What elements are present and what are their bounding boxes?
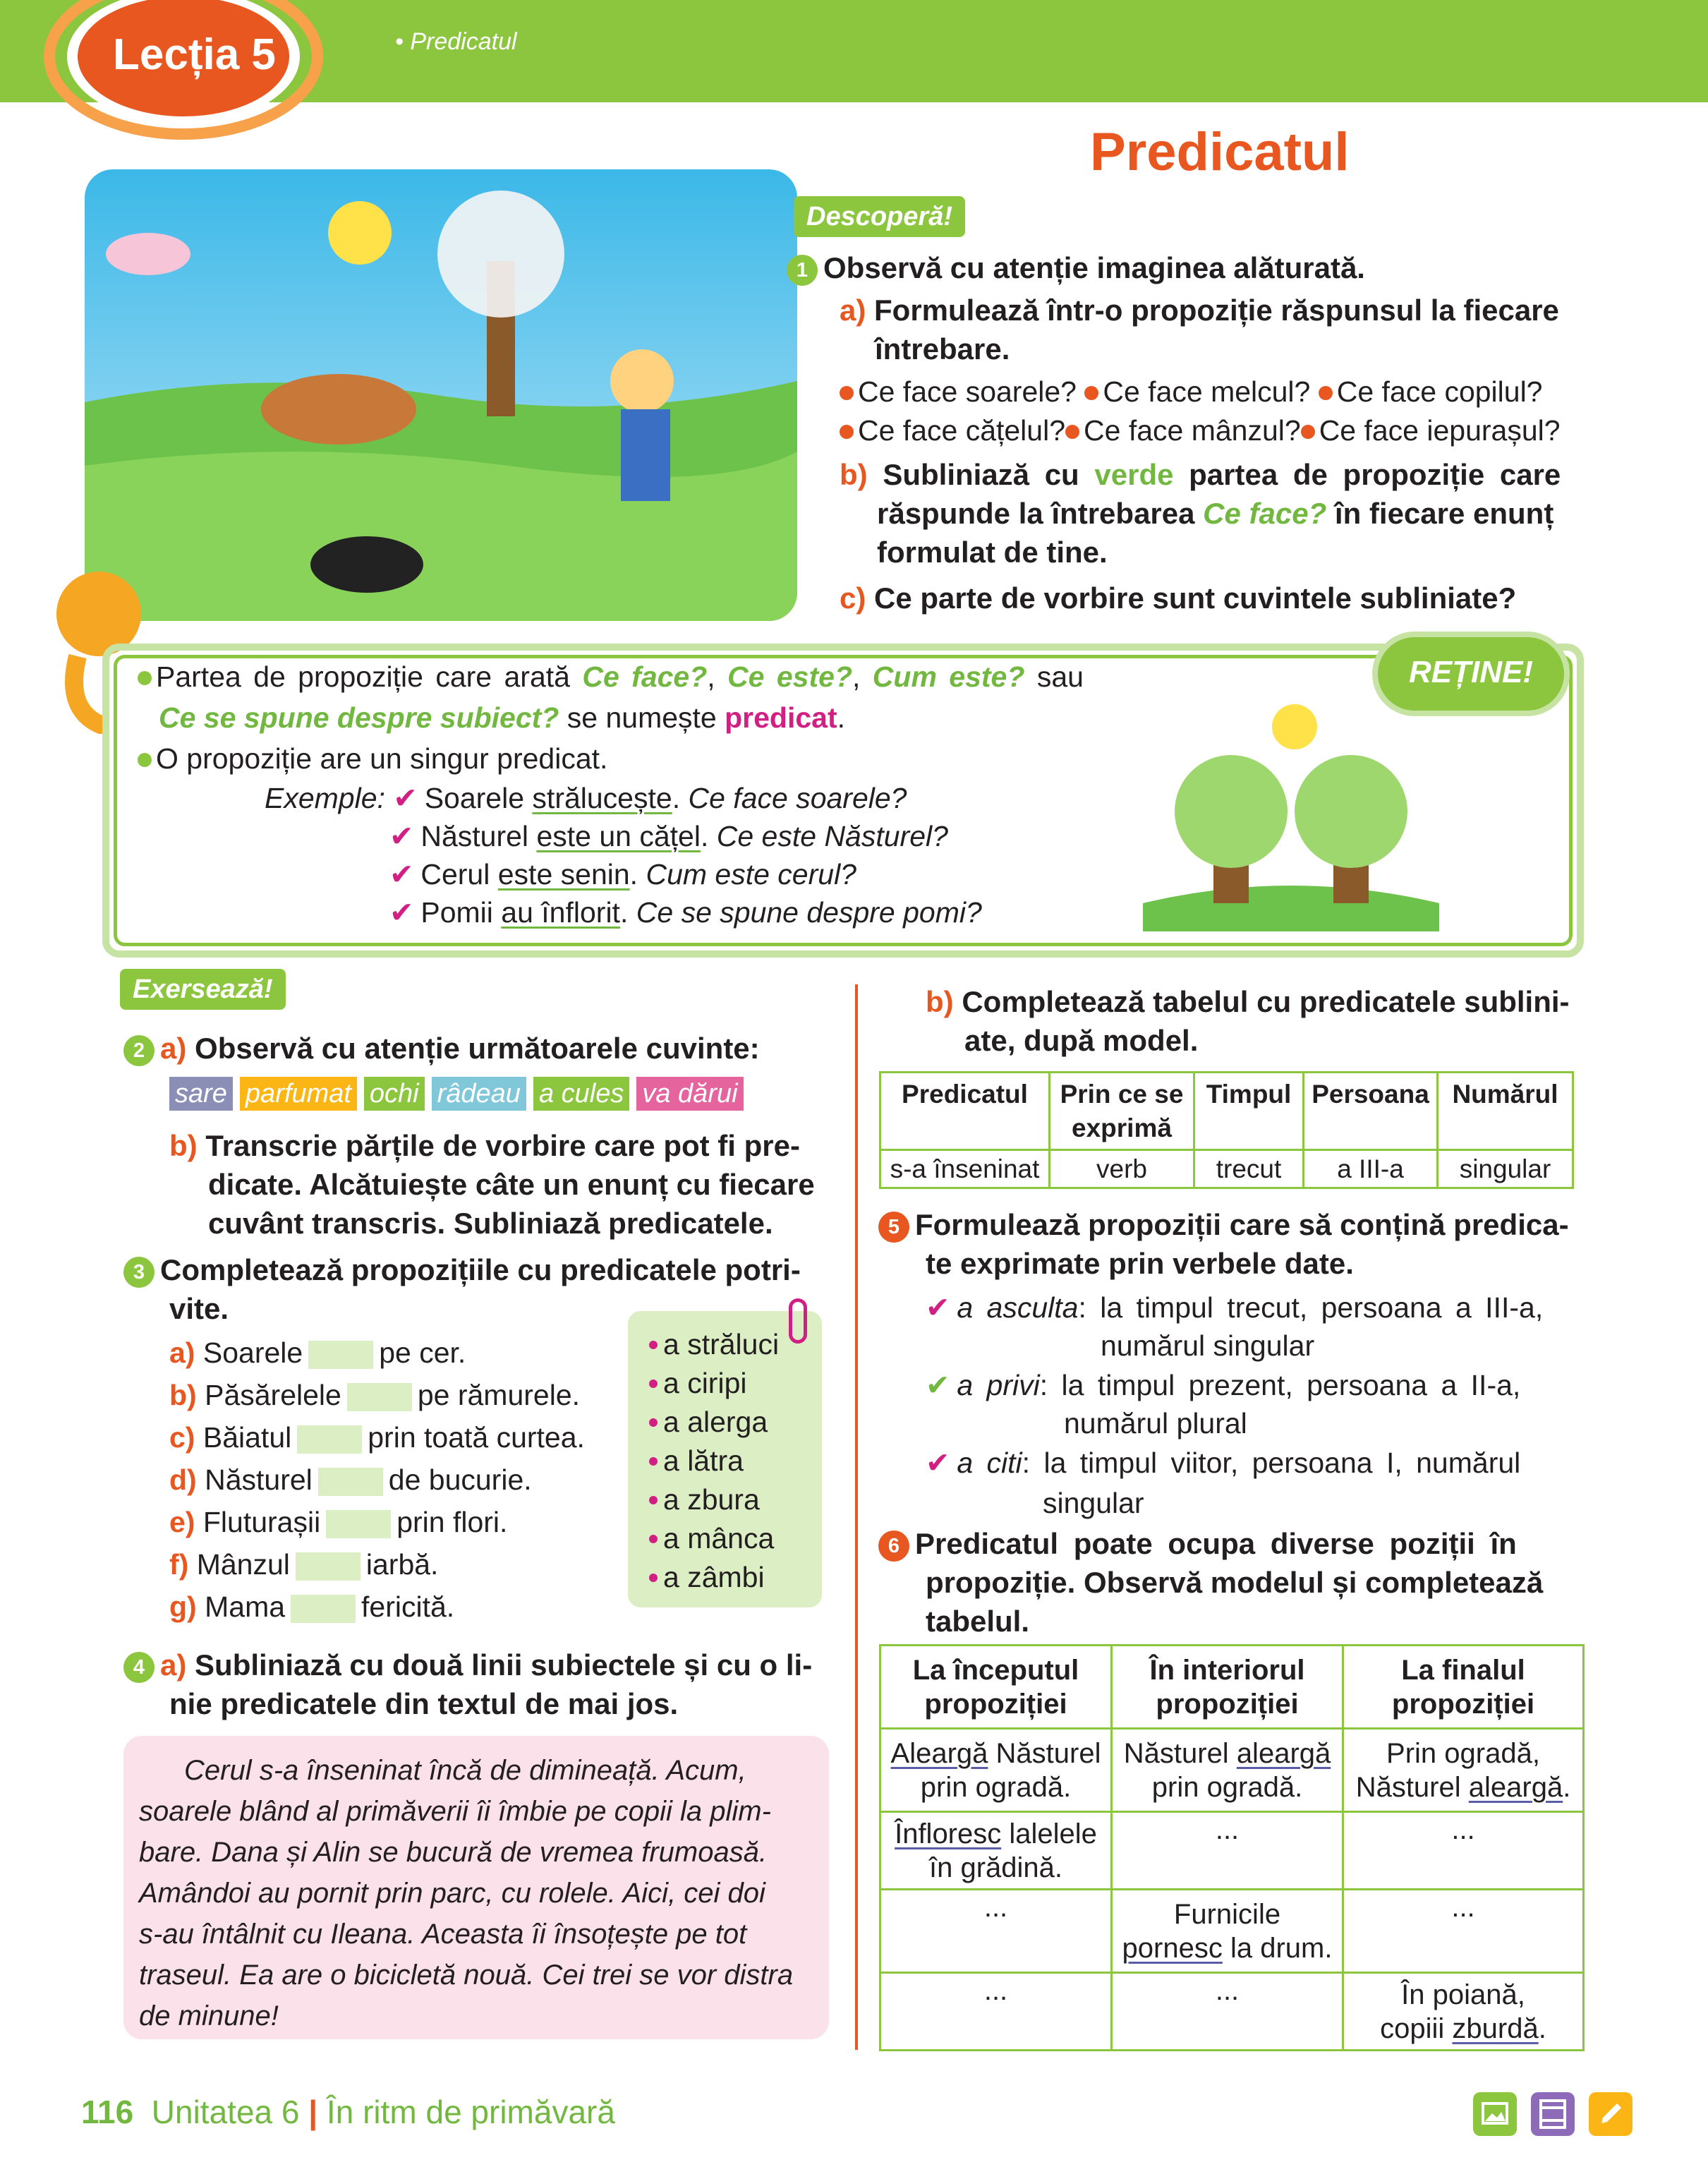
unit-title: În ritm de primăvară xyxy=(326,2094,615,2130)
check-icon: ✔ xyxy=(389,896,414,929)
check-icon: ✔ xyxy=(393,782,418,814)
verb-item xyxy=(649,1364,822,1403)
ex1c-text: Ce parte de vorbire sunt cuvintele subliniate? xyxy=(874,581,1517,615)
retine-q4: Ce se spune despre subiect? xyxy=(159,701,559,734)
sentence-end: iarbă. xyxy=(365,1548,439,1581)
ex1a-line2: întrebare. xyxy=(875,332,1010,366)
word-chip: sare xyxy=(169,1077,233,1111)
verb-item xyxy=(649,1519,822,1558)
retine-q1: Ce face? xyxy=(582,660,708,693)
ex3-line2: vite. xyxy=(169,1292,229,1325)
sentence-g xyxy=(169,1588,454,1626)
ex2b-line2: dicate. Alcătuiește câte un enunț cu fiecare xyxy=(208,1168,815,1201)
cell-text: prin ogradă. xyxy=(920,1771,1072,1803)
retine-q2: Ce este? xyxy=(727,660,852,693)
table-cell: singular xyxy=(1438,1150,1573,1188)
ex2a-text: Observă cu atenție următoarele cuvinte: xyxy=(195,1032,760,1065)
sentence-end: fericită. xyxy=(361,1590,455,1623)
cell-text: la drum. xyxy=(1222,1932,1333,1964)
e3-subject: Cerul xyxy=(420,858,490,891)
sentence-label: c) xyxy=(169,1421,195,1454)
ex3-number: 3 xyxy=(123,1257,155,1288)
word-chip: ochi xyxy=(364,1077,425,1111)
table-header: Timpul xyxy=(1194,1073,1304,1150)
practice-tag: Exersează! xyxy=(120,969,286,1010)
cell-text: Furnicile xyxy=(1173,1898,1281,1930)
sentence-start: Soarele xyxy=(202,1336,303,1369)
cell-text: În poiană, xyxy=(1401,1979,1525,2010)
verb-text: a străluci xyxy=(663,1328,780,1360)
ex2b-line3: cuvânt transcris. Subliniază predicatele. xyxy=(208,1207,773,1240)
retine-q3: Cum este? xyxy=(872,660,1025,693)
ex4-number: 4 xyxy=(123,1652,155,1683)
table-header: Prin ce se exprimă xyxy=(1050,1073,1194,1150)
predicate-word: aleargă xyxy=(1236,1737,1331,1769)
retine-sau: sau xyxy=(1036,660,1084,693)
sentence-start: Năsturel xyxy=(205,1463,313,1496)
ex2-line xyxy=(123,1029,760,1068)
ex5-t1: Formulează propoziții care să conțină predica- xyxy=(915,1208,1569,1241)
verb-task-text: : la timpul viitor, persoana I, numărul xyxy=(1022,1447,1521,1479)
ex6-line3: tabelul. xyxy=(926,1605,1030,1638)
verb-task-2b: numărul plural xyxy=(1064,1407,1247,1439)
verb-task-3 xyxy=(926,1444,1520,1483)
check-icon: ✔ xyxy=(926,1369,950,1401)
ex1b-label: b) xyxy=(840,458,868,491)
passage-line: Amândoi au pornit prin parc, cu rolele. Aici, cei doi xyxy=(139,1878,765,1909)
table-cell[interactable]: ... xyxy=(1343,1890,1584,1973)
verb-task-text: : la timpul prezent, persoana a II-a, xyxy=(1039,1369,1521,1401)
question-row-1 xyxy=(840,373,1542,411)
e4-dot: . xyxy=(619,896,629,929)
verb-box xyxy=(628,1311,822,1607)
predicate-word: aleargă xyxy=(1468,1771,1563,1803)
table-cell: trecut xyxy=(1194,1150,1304,1188)
verb-text: a alerga xyxy=(663,1406,768,1438)
answer-blank[interactable] xyxy=(347,1383,412,1411)
ex1b-line2 xyxy=(877,494,1553,533)
ex3-t1: Completează propozițiile cu predicatele potri- xyxy=(160,1253,801,1286)
ex2-number: 2 xyxy=(123,1035,155,1066)
example-1 xyxy=(265,779,907,818)
sentence-label: a) xyxy=(169,1336,195,1369)
passage-line: traseul. Ea are o bicicletă nouă. Cei trei se vor distra xyxy=(139,1960,794,1991)
image-icon[interactable] xyxy=(1473,2092,1517,2136)
e4-predicate: au înflorit xyxy=(501,896,620,929)
sentence-label: b) xyxy=(169,1379,197,1411)
ex4-line1 xyxy=(123,1646,812,1684)
e1-predicate: strălucește xyxy=(532,782,672,814)
retine-l3: O propoziție are un singur predicat. xyxy=(156,742,608,775)
passage-line: bare. Dana și Alin se bucură de vremea frumoasă. xyxy=(139,1837,768,1868)
sentence-end: prin flori. xyxy=(396,1506,508,1538)
cell-text: Năsturel xyxy=(1123,1737,1237,1769)
e4-subject: Pomii xyxy=(420,896,493,929)
ex4b-label: b) xyxy=(926,985,954,1018)
table-header: La începutul propoziției xyxy=(880,1646,1112,1729)
word-chip: va dărui xyxy=(636,1077,743,1111)
passage-line: soarele blând al primăverii îi îmbie pe copii la plim- xyxy=(139,1796,771,1827)
page-title: Predicatul xyxy=(1090,122,1350,182)
examples-label: Exemple: xyxy=(265,782,385,814)
retine-l2b: se numește xyxy=(567,701,717,734)
spring-illustration xyxy=(85,169,797,621)
retine-comma1: , xyxy=(707,660,728,693)
answer-blank[interactable] xyxy=(296,1552,361,1581)
ex4-line2: nie predicatele din textul de mai jos. xyxy=(169,1687,679,1720)
cell-text: lalelele xyxy=(1001,1818,1097,1849)
sentence-label: e) xyxy=(169,1506,195,1538)
ex2b-t1: Transcrie părțile de vorbire care pot fi pre- xyxy=(205,1129,800,1162)
sentence-end: prin toată curtea. xyxy=(368,1421,585,1454)
predicate-word: pornesc xyxy=(1122,1932,1223,1964)
e2-dot: . xyxy=(700,820,709,852)
cell-text: copiii xyxy=(1380,2012,1453,2044)
ex1a-line1 xyxy=(840,291,1559,330)
ex2a-label: a) xyxy=(160,1032,187,1065)
sentence-start: Fluturașii xyxy=(202,1506,321,1538)
paperclip-icon xyxy=(789,1298,807,1344)
word-chip: râdeau xyxy=(432,1077,526,1111)
table-header: Numărul xyxy=(1438,1073,1573,1150)
cell-text: Năsturel xyxy=(988,1737,1101,1769)
sentence-end: pe cer. xyxy=(379,1336,466,1369)
cell-text: prin ogradă. xyxy=(1151,1771,1303,1803)
sentence-f xyxy=(169,1545,438,1584)
question-row-2 xyxy=(840,411,1561,450)
cell-text: în grădină. xyxy=(928,1852,1063,1883)
verb-name: a asculta xyxy=(957,1291,1079,1324)
cell-text: . xyxy=(1538,2012,1546,2044)
sentence-label: g) xyxy=(169,1590,197,1623)
ex5-line1 xyxy=(878,1205,1569,1244)
pencil-icon[interactable] xyxy=(1589,2092,1633,2136)
ex6-line1 xyxy=(878,1524,1517,1563)
retine-predicat: predicat xyxy=(725,701,837,734)
predicate-table xyxy=(879,1071,1574,1189)
ex5-line2: te exprimate prin verbele date. xyxy=(926,1247,1354,1280)
ex6-number: 6 xyxy=(878,1531,909,1562)
table-header: La finalul propoziției xyxy=(1343,1646,1584,1729)
ex1b-t5: Ce face? xyxy=(1203,497,1327,530)
sentence-d xyxy=(169,1461,532,1499)
trees-illustration xyxy=(1143,692,1439,931)
sentence-e xyxy=(169,1503,507,1542)
verb-name: a citi xyxy=(957,1447,1022,1479)
sentence-end: de bucurie. xyxy=(388,1463,532,1496)
passage-line: de minune! xyxy=(139,2000,279,2032)
verb-task-3b: singular xyxy=(1043,1487,1144,1519)
ex4b-t1: Completează tabelul cu predicatele sublini- xyxy=(962,985,1570,1018)
ex1b-line3: formulat de tine. xyxy=(877,536,1108,569)
example-4 xyxy=(389,893,982,932)
table-cell xyxy=(880,1812,1112,1890)
table-cell xyxy=(1112,1890,1343,1973)
table-cell[interactable]: ... xyxy=(1343,1812,1584,1890)
q1: Ce face soarele? xyxy=(858,375,1077,408)
e4-question: Ce se spune despre pomi? xyxy=(636,896,982,929)
discover-tag: Descoperă! xyxy=(794,196,965,237)
verb-task-2 xyxy=(926,1366,1520,1405)
e3-predicate: este senin xyxy=(497,858,630,891)
ex2b-line1 xyxy=(169,1126,800,1165)
lesson-title: Lecția 5 xyxy=(113,30,276,79)
ex4b-line2: ate, după model. xyxy=(964,1024,1199,1057)
ex5-number: 5 xyxy=(878,1212,909,1243)
predicate-word: zburdă xyxy=(1452,2012,1539,2044)
table-cell[interactable]: ... xyxy=(1112,1812,1343,1890)
e2-question: Ce este Năsturel? xyxy=(716,820,948,852)
verb-item xyxy=(649,1403,822,1442)
verb-task-1b: numărul singular xyxy=(1101,1329,1315,1362)
ex3-line1 xyxy=(123,1250,801,1289)
ex4-t1: Subliniază cu două linii subiectele și cu o li- xyxy=(195,1648,813,1682)
ex1c-label: c) xyxy=(840,581,866,615)
ex4b-line1 xyxy=(926,982,1570,1021)
verb-item xyxy=(649,1442,822,1480)
table-cell[interactable]: ... xyxy=(880,1890,1112,1973)
table-cell xyxy=(1112,1729,1343,1812)
answer-blank[interactable] xyxy=(326,1510,391,1538)
check-icon: ✔ xyxy=(389,858,414,891)
word-chip: a cules xyxy=(533,1077,629,1111)
q4: Ce face cățelul? xyxy=(858,414,1066,447)
verb-text: a zbura xyxy=(663,1483,760,1516)
table-header: Persoana xyxy=(1304,1073,1438,1150)
sentence-end: pe rămurele. xyxy=(417,1379,581,1411)
check-icon: ✔ xyxy=(389,820,414,852)
sentence-b xyxy=(169,1376,580,1415)
footer-separator: | xyxy=(308,2094,318,2130)
word-list xyxy=(169,1077,751,1111)
retine-line3 xyxy=(138,740,607,778)
sentence-label: f) xyxy=(169,1548,189,1581)
ex2b-label: b) xyxy=(169,1129,198,1162)
check-icon: ✔ xyxy=(926,1447,950,1479)
answer-blank[interactable] xyxy=(318,1468,383,1496)
q2: Ce face melcul? xyxy=(1103,375,1311,408)
ex6-line2: propoziție. Observă modelul și completează xyxy=(926,1566,1544,1599)
retine-line2 xyxy=(159,699,845,737)
verb-text: a mânca xyxy=(663,1522,775,1555)
ex1a-label: a) xyxy=(840,294,866,327)
q6: Ce face iepurașul? xyxy=(1319,414,1561,447)
answer-blank[interactable] xyxy=(291,1595,356,1623)
retine-l1a: Partea de propoziție care arată xyxy=(156,660,570,693)
verb-name: a privi xyxy=(957,1369,1040,1401)
predicate-word: Aleargă xyxy=(890,1737,988,1769)
answer-blank[interactable] xyxy=(297,1425,362,1454)
ex1b-t6: în fiecare enunț xyxy=(1334,497,1554,530)
cell-text: . xyxy=(1563,1771,1571,1803)
retine-dot: . xyxy=(837,701,846,734)
header-topic: • Predicatul xyxy=(395,28,517,55)
passage-line: Cerul s-a înseninat încă de dimineață. Acum, xyxy=(184,1755,746,1786)
ex1b-t4: răspunde la întrebarea xyxy=(877,497,1195,530)
table-cell xyxy=(1343,1973,1584,2051)
e1-dot: . xyxy=(672,782,681,814)
cell-text: Năsturel xyxy=(1355,1771,1469,1803)
table-cell xyxy=(1343,1729,1584,1812)
predicate-word: Înfloresc xyxy=(895,1818,1002,1849)
ex1b-t3: partea de propoziție care xyxy=(1189,458,1561,491)
example-2 xyxy=(389,817,948,856)
retine-comma2: , xyxy=(852,660,873,693)
table-cell: s-a înseninat xyxy=(880,1150,1050,1188)
e2-predicate: este un cățel xyxy=(536,820,701,852)
word-chip: parfumat xyxy=(240,1077,357,1111)
video-icon[interactable] xyxy=(1531,2092,1575,2136)
unit-label: Unitatea 6 xyxy=(151,2094,300,2130)
sentence-label: d) xyxy=(169,1463,197,1496)
q5: Ce face mânzul? xyxy=(1084,414,1301,447)
check-icon: ✔ xyxy=(926,1291,950,1324)
e1-subject: Soarele xyxy=(424,782,525,814)
sentence-c xyxy=(169,1418,585,1457)
verb-text: a lătra xyxy=(663,1444,744,1477)
verb-task-text: : la timpul trecut, persoana a III-a, xyxy=(1078,1291,1544,1324)
e3-dot: . xyxy=(629,858,638,891)
verb-item xyxy=(649,1558,822,1597)
ex1a-text: Formulează într-o propoziție răspunsul la fiecare xyxy=(874,294,1559,327)
position-table xyxy=(879,1644,1585,2051)
ex1-heading xyxy=(787,248,1365,287)
ex1-number: 1 xyxy=(787,255,818,286)
passage-box xyxy=(123,1736,829,2039)
table-cell: verb xyxy=(1050,1150,1194,1188)
column-divider xyxy=(855,984,858,2050)
verb-item xyxy=(649,1480,822,1519)
table-header: În interiorul propoziției xyxy=(1112,1646,1343,1729)
answer-blank[interactable] xyxy=(308,1341,373,1369)
example-3 xyxy=(389,855,856,894)
table-cell[interactable]: ... xyxy=(1112,1973,1343,2051)
verb-text: a zâmbi xyxy=(663,1561,765,1593)
table-cell: a III-a xyxy=(1304,1150,1438,1188)
page-number: 116 xyxy=(81,2094,134,2130)
e2-subject: Năsturel xyxy=(420,820,529,852)
verb-text: a ciripi xyxy=(663,1367,747,1399)
table-cell xyxy=(880,1729,1112,1812)
retine-line1 xyxy=(138,658,1084,696)
table-header: Predicatul xyxy=(880,1073,1050,1150)
sentence-start: Băiatul xyxy=(202,1421,292,1454)
table-cell[interactable]: ... xyxy=(880,1973,1112,2051)
ex1b-green: verde xyxy=(1094,458,1174,491)
ex4a-label: a) xyxy=(160,1648,187,1682)
verb-task-1 xyxy=(926,1288,1543,1327)
sentence-start: Mama xyxy=(205,1590,286,1623)
footer xyxy=(81,2093,615,2131)
retine-tag-text: REȚINE! xyxy=(1409,655,1533,689)
cell-text: Prin ogradă, xyxy=(1386,1737,1540,1769)
q3: Ce face copilul? xyxy=(1336,375,1543,408)
e1-question: Ce face soarele? xyxy=(688,782,907,814)
passage-line: s-au întâlnit cu Ileana. Aceasta îi însoțește pe tot xyxy=(139,1919,747,1950)
ex1b-line1 xyxy=(840,455,1561,494)
sentence-start: Păsărelele xyxy=(205,1379,341,1411)
ex1-text: Observă cu atenție imaginea alăturată. xyxy=(823,251,1365,284)
sentence-a xyxy=(169,1334,466,1372)
ex6-t1: Predicatul poate ocupa diverse poziții în xyxy=(915,1527,1517,1560)
ex1c-line xyxy=(840,579,1516,617)
ex1b-t1: Subliniază cu xyxy=(883,458,1079,491)
e3-question: Cum este cerul? xyxy=(646,858,856,891)
sentence-start: Mânzul xyxy=(196,1548,290,1581)
